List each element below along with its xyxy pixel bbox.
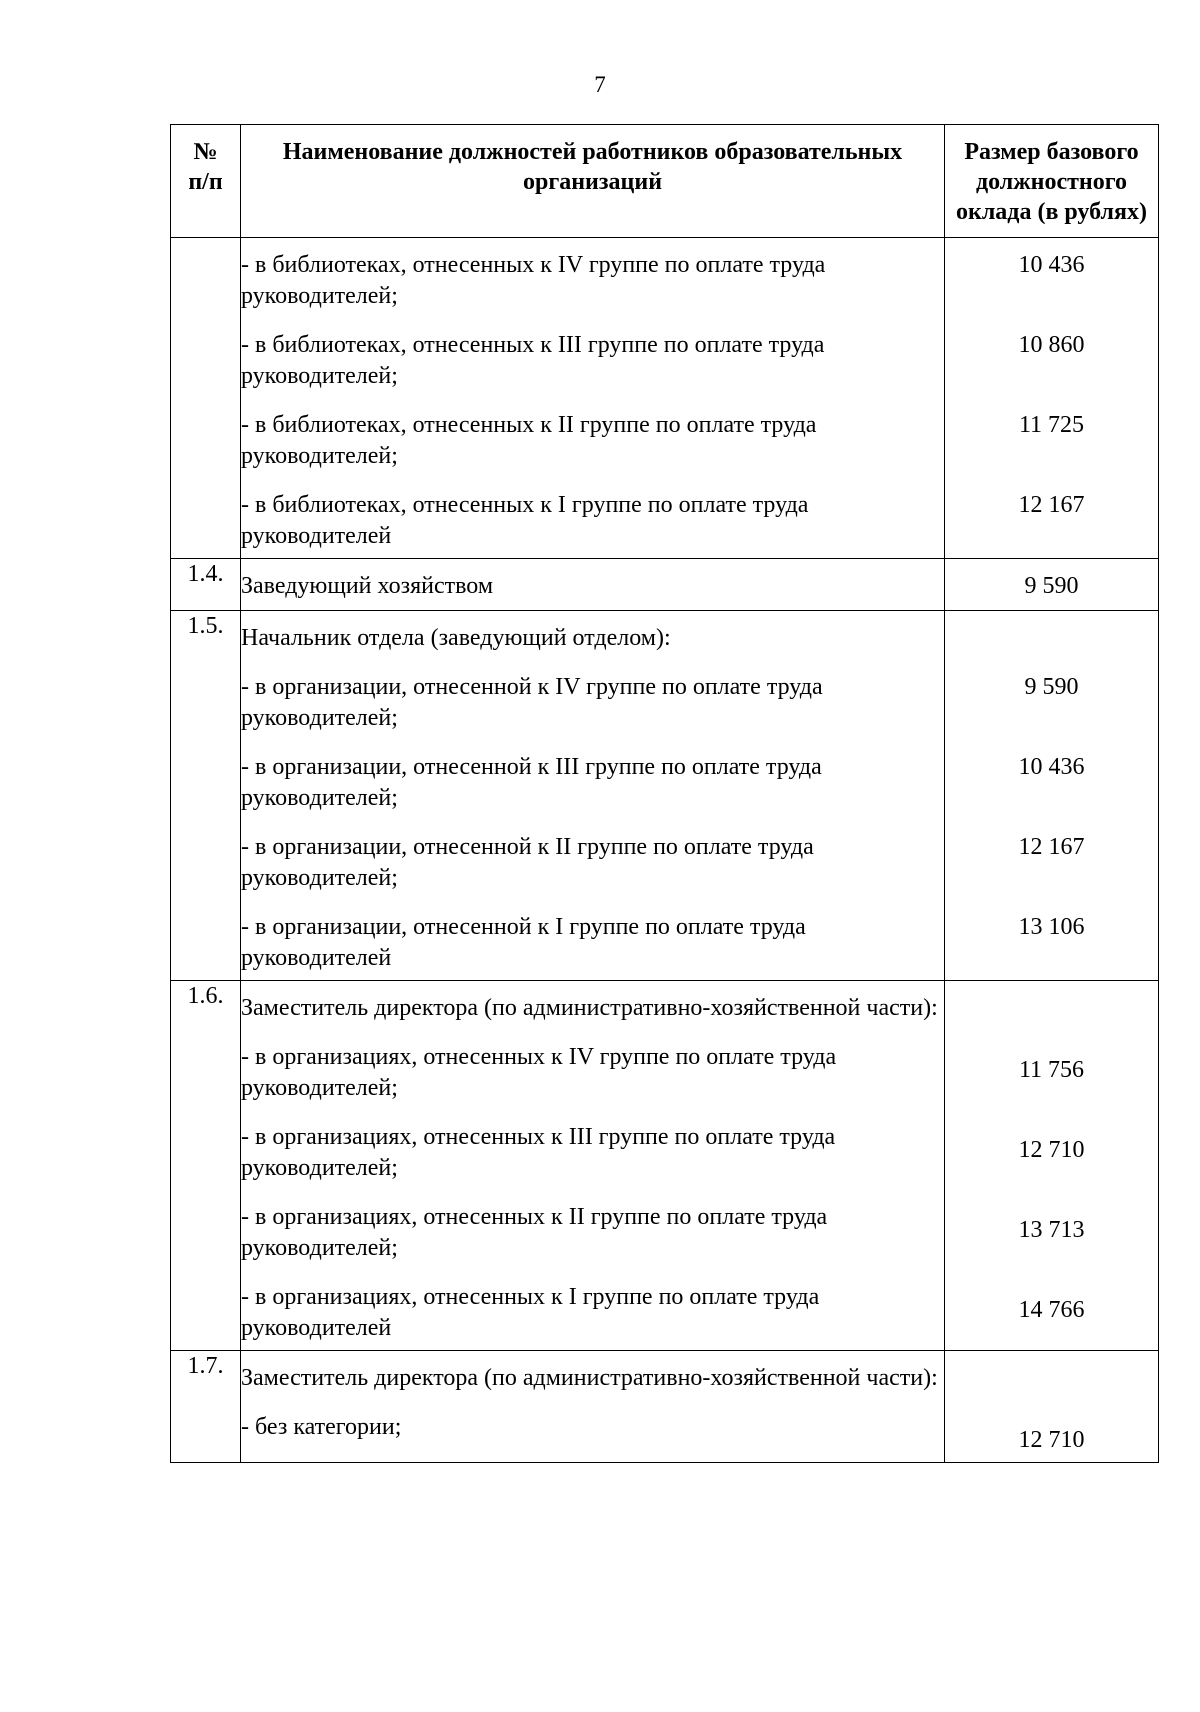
salary-table	[170, 124, 1159, 1463]
position-item: - в организациях, отнесенных к III группе по оплате труда руководителей;	[241, 1124, 836, 1181]
salary-value: 9 590	[1024, 674, 1079, 700]
position-cell	[241, 559, 945, 611]
table-row	[171, 611, 1159, 981]
salary-value: 13 713	[1018, 1217, 1085, 1243]
position-item: - в организациях, отнесенных к IV группе по оплате труда руководителей;	[241, 1044, 837, 1101]
row-number	[171, 238, 241, 559]
position-item: - в организации, отнесенной к I группе по оплате труда руководителей	[241, 914, 806, 971]
position-cell	[241, 238, 945, 559]
page-number: 7	[594, 72, 606, 97]
table-row	[171, 559, 1159, 611]
position-item: - в библиотеках, отнесенных к I группе по оплате труда руководителей	[241, 492, 809, 549]
position-item: - в библиотеках, отнесенных к II группе по оплате труда руководителей;	[241, 412, 817, 469]
salary-value: 10 860	[1018, 332, 1085, 358]
salary-cell	[945, 981, 1159, 1351]
position-item: - без категории;	[241, 1414, 402, 1440]
salary-value: 13 106	[1018, 914, 1085, 940]
position-cell	[241, 1351, 945, 1463]
salary-value: 12 167	[1018, 492, 1085, 518]
position-title: Начальник отдела (заведующий отделом):	[241, 625, 671, 651]
table-row	[171, 1351, 1159, 1463]
salary-cell	[945, 611, 1159, 981]
position-item: - в организации, отнесенной к II группе по оплате труда руководителей;	[241, 834, 814, 891]
position-item: - в организации, отнесенной к IV группе по оплате труда руководителей;	[241, 674, 823, 731]
salary-value: 11 756	[1018, 1057, 1085, 1083]
position-item: - в библиотеках, отнесенных к III группе по оплате труда руководителей;	[241, 332, 825, 389]
table-row	[171, 238, 1159, 559]
header-number: № п/п	[171, 125, 241, 238]
position-cell	[241, 981, 945, 1351]
salary-value: 11 725	[1018, 412, 1085, 438]
salary-cell	[945, 559, 1159, 611]
position-item: - в организации, отнесенной к III группе по оплате труда руководителей;	[241, 754, 822, 811]
salary-value: 12 710	[1018, 1137, 1085, 1163]
position-item: - в организациях, отнесенных к I группе по оплате труда руководителей	[241, 1284, 820, 1341]
salary-cell	[945, 238, 1159, 559]
row-number: 1.7.	[171, 1351, 241, 1463]
table-header-row	[171, 125, 1159, 238]
salary-value: 10 436	[1018, 252, 1085, 278]
salary-value: 12 710	[1018, 1427, 1085, 1453]
position-cell	[241, 611, 945, 981]
position-title: Заместитель директора (по административно-хозяйственной части):	[241, 995, 938, 1021]
salary-value: 12 167	[1018, 834, 1085, 860]
salary-cell	[945, 1351, 1159, 1463]
salary-value: 14 766	[1018, 1297, 1085, 1323]
table-row	[171, 981, 1159, 1351]
position-title: Заместитель директора (по административно-хозяйственной части):	[241, 1365, 938, 1391]
header-salary: Размер базового должностного оклада (в рублях)	[945, 125, 1159, 238]
row-number: 1.6.	[171, 981, 241, 1351]
row-number: 1.4.	[171, 559, 241, 611]
position-item: - в библиотеках, отнесенных к IV группе по оплате труда руководителей;	[241, 252, 826, 309]
position-item: - в организациях, отнесенных к II группе по оплате труда руководителей;	[241, 1204, 828, 1261]
salary-value: 10 436	[1018, 754, 1085, 780]
salary-value: 9 590	[1024, 573, 1079, 599]
header-position-name: Наименование должностей работников образовательных организаций	[241, 125, 945, 238]
row-number: 1.5.	[171, 611, 241, 981]
position-title: Заведующий хозяйством	[241, 573, 493, 599]
